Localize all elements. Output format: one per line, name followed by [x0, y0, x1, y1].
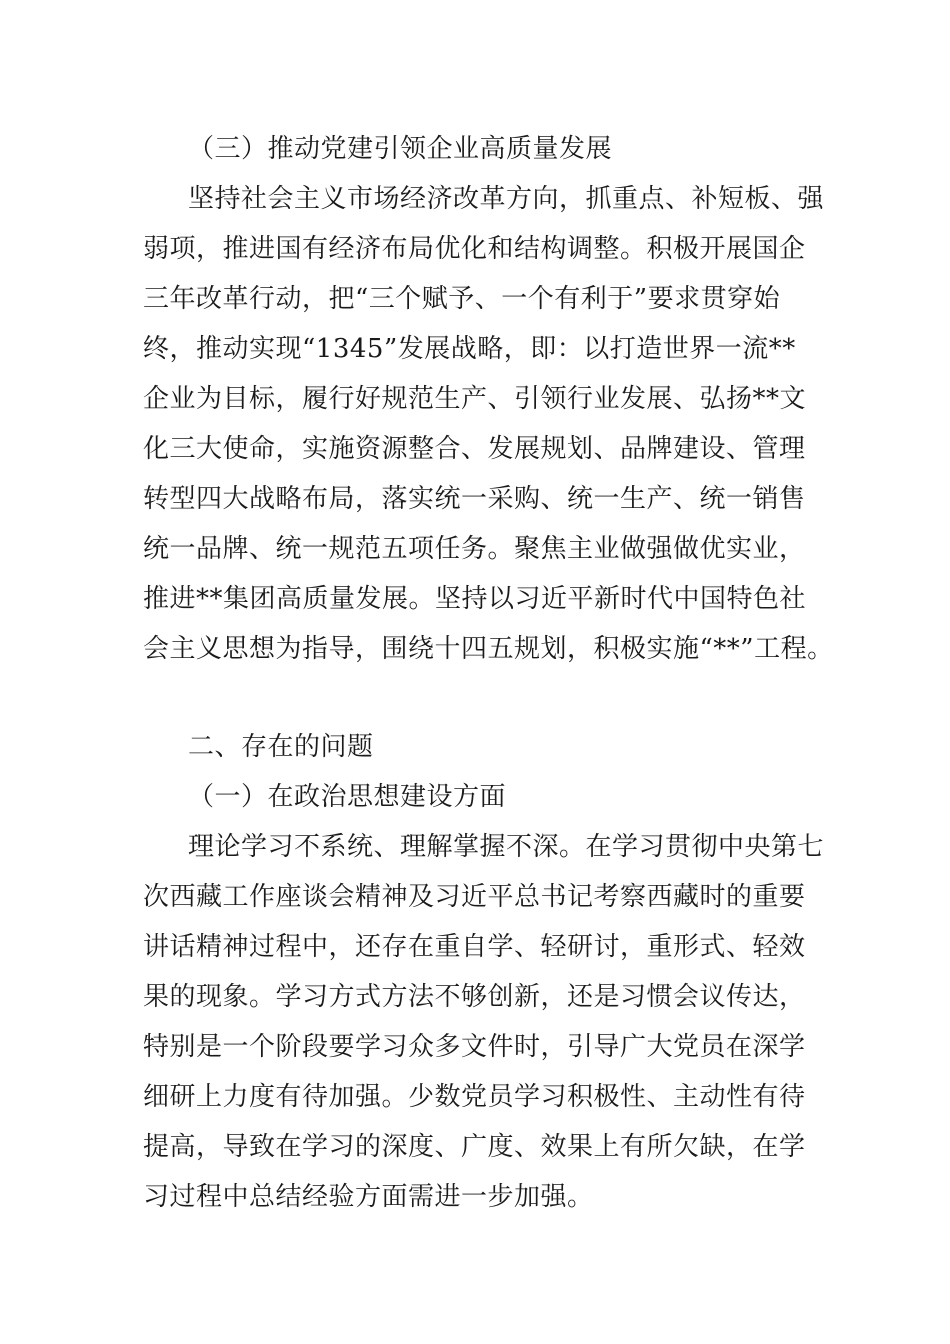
paragraph-line: 细研上力度有待加强。少数党员学习积极性、主动性有待: [143, 1082, 806, 1112]
paragraph-line: 果的现象。学习方式方法不够创新，还是习惯会议传达，: [143, 982, 806, 1012]
paragraph-line: 提高，导致在学习的深度、广度、效果上有所欠缺，在学: [143, 1132, 806, 1162]
paragraph-line: 三年改革行动，把“三个赋予、一个有利于”要求贯穿始: [143, 284, 781, 314]
section-3-heading: （三）推动党建引领企业高质量发展: [188, 134, 613, 164]
paragraph-line: 统一品牌、统一规范五项任务。聚焦主业做强做优实业，: [143, 534, 806, 564]
paragraph-line: 次西藏工作座谈会精神及习近平总书记考察西藏时的重要: [143, 882, 806, 912]
part-2-heading: 二、存在的问题: [188, 732, 374, 762]
paragraph-line: 弱项，推进国有经济布局优化和结构调整。积极开展国企: [143, 234, 806, 264]
paragraph-line: 终，推动实现“1345”发展战略，即：以打造世界一流**: [143, 334, 796, 364]
paragraph-line: 坚持社会主义市场经济改革方向，抓重点、补短板、强: [188, 184, 825, 214]
subsection-1-heading: （一）在政治思想建设方面: [188, 782, 507, 812]
paragraph-line: 企业为目标，履行好规范生产、引领行业发展、弘扬**文: [143, 384, 807, 414]
paragraph-line: 会主义思想为指导，围绕十四五规划，积极实施“**”工程。: [143, 634, 834, 664]
paragraph-line: 推进**集团高质量发展。坚持以习近平新时代中国特色社: [143, 584, 807, 614]
paragraph-line: 讲话精神过程中，还存在重自学、轻研讨，重形式、轻效: [143, 932, 806, 962]
paragraph-line: 特别是一个阶段要学习众多文件时，引导广大党员在深学: [143, 1032, 806, 1062]
paragraph-line: 化三大使命，实施资源整合、发展规划、品牌建设、管理: [143, 434, 806, 464]
paragraph-line: 习过程中总结经验方面需进一步加强。: [143, 1182, 594, 1212]
paragraph-line: 理论学习不系统、理解掌握不深。在学习贯彻中央第七: [188, 832, 825, 862]
paragraph-line: 转型四大战略布局，落实统一采购、统一生产、统一销售: [143, 484, 806, 514]
